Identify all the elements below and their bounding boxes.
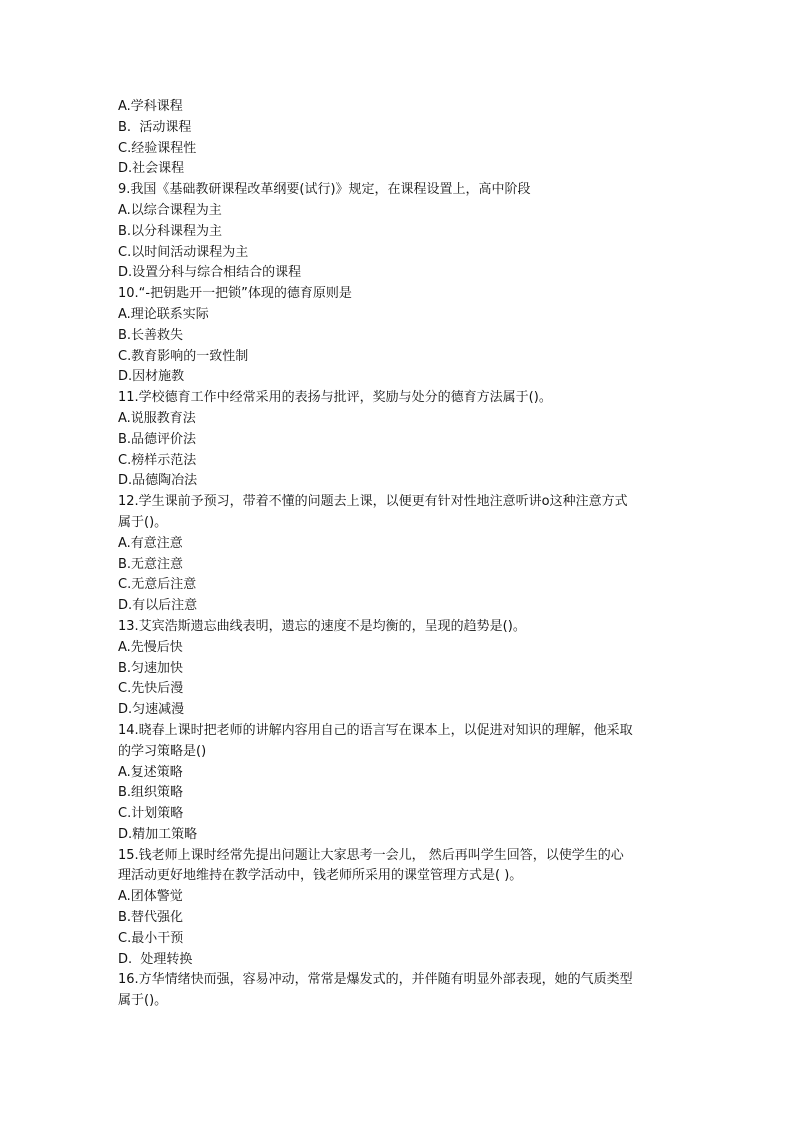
text-line: C.教育影响的一致性制 [118, 348, 249, 364]
text-line: A.学科课程 [118, 99, 183, 114]
document-page [118, 97, 678, 1012]
text-line: C.计划策略 [118, 806, 184, 822]
text-line: D.因材施教 [118, 369, 185, 385]
text-line: 10.“-把钥匙开一把锁”体现的德育原则是 [118, 286, 352, 302]
text-line: B.匀速加快 [118, 660, 184, 676]
text-line: D.精加工策略 [118, 826, 198, 842]
text-line: 11.学校德育工作中经常采用的表扬与批评，奖励与处分的德育方法属于()。 [118, 390, 552, 406]
text-line: 9.我国《基础教研课程改革纲要(试行)》规定，在课程设置上，高中阶段 [118, 182, 531, 198]
text-line: A.以综合课程为主 [118, 202, 222, 218]
text-line: C.以时间活动课程为主 [118, 244, 249, 260]
text-line: 12.学生课前予预习，带着不懂的问题去上课，以便更有针对性地注意听讲o这种注意方式 [118, 494, 628, 510]
text-line: 14.晓春上课时把老师的讲解内容用自己的语言写在课本上，以促进对知识的理解，他采取 [118, 722, 633, 738]
text-line: A.说服教育法 [118, 410, 196, 426]
text-line: C.最小干预 [118, 930, 184, 946]
text-line: D. 处理转换 [118, 951, 193, 967]
text-line: C.榜样示范法 [118, 452, 197, 468]
text-line: 属于()。 [118, 993, 168, 1009]
text-line: C.先快后漫 [118, 681, 184, 697]
text-line: B.长善救失 [118, 327, 184, 343]
text-line: 理活动更好地维持在教学活动中，钱老师所采用的课堂管理方式是( )。 [118, 868, 523, 884]
text-line: A.理论联系实际 [118, 306, 209, 322]
text-line: B. 活动课程 [118, 119, 192, 135]
text-line: 15.钱老师上课时经常先提出问题让大家思考一会儿， 然后再叫学生回答，以使学生的心 [118, 847, 624, 863]
text-line: A.团体警觉 [118, 889, 183, 905]
text-line: 的学习策略是() [118, 743, 207, 759]
text-line: C.经验课程性 [118, 140, 197, 156]
text-line: D.匀速减漫 [118, 702, 185, 718]
text-line: 属于()。 [118, 514, 168, 530]
text-line: 16.方华情绪快而强，容易冲动，常常是爆发式的，并伴随有明显外部表现，她的气质类型 [118, 972, 633, 988]
text-line: B.品德评价法 [118, 431, 197, 447]
text-line: B.替代强化 [118, 910, 184, 926]
text-line: 13.艾宾浩斯遗忘曲线表明，遗忘的速度不是均衡的，呈现的趋势是()。 [118, 618, 526, 634]
text-line: D.设置分科与综合相结合的课程 [118, 265, 302, 281]
text-line: A.复述策略 [118, 764, 183, 780]
text-line: A.有意注意 [118, 535, 183, 551]
text-line: B.以分科课程为主 [118, 223, 223, 239]
text-line: D.有以后注意 [118, 598, 198, 614]
text-line: D.品德陶冶法 [118, 473, 198, 489]
text-line: B.组织策略 [118, 785, 184, 801]
text-line: A.先慢后快 [118, 639, 183, 655]
text-line: D.社会课程 [118, 161, 185, 177]
text-line: C.无意后注意 [118, 577, 197, 593]
text-line: B.无意注意 [118, 556, 184, 572]
